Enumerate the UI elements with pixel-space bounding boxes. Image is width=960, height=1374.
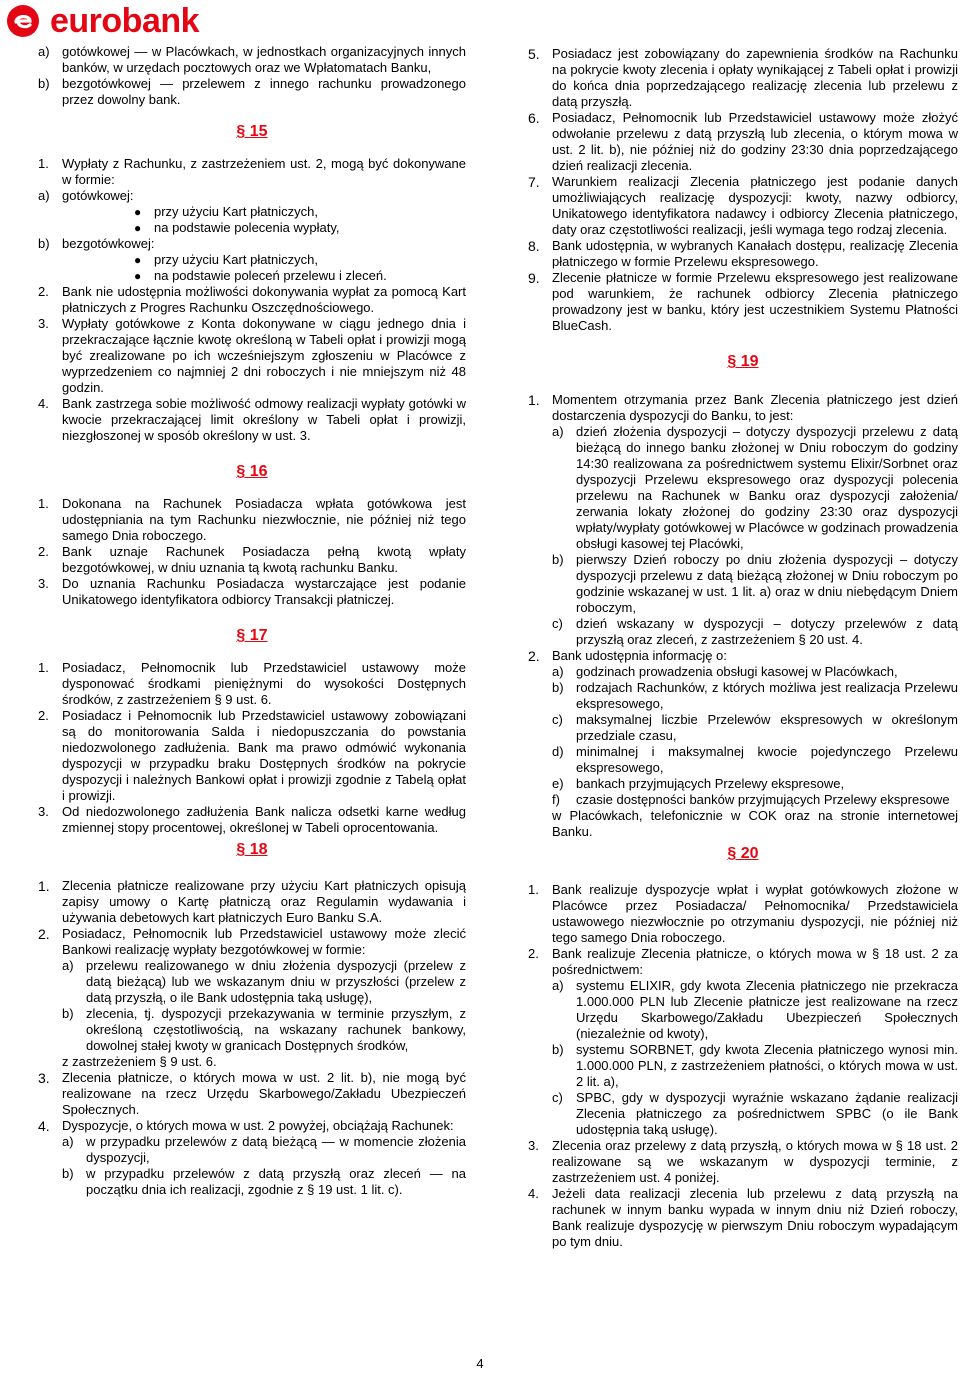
list-item: b) systemu SORBNET, gdy kwota Zlecenia płatniczego wynosi min. 1.000.000 PLN, z zastrzeżeniem płatności, o których mowa w ust. 2 lit. a), [552, 1042, 958, 1089]
bullet-item: ● na podstawie polecenia wypłaty, [134, 220, 340, 235]
list-item: c) dzień wskazany w dyspozycji – dotyczy przelewów z datą przyszłą oraz zleceń, z zastrzeżeniem § 20 ust. 4. [552, 616, 958, 647]
list-item: d) minimalnej i maksymalnej kwocie pojedynczego Przelewu ekspresowego, [552, 744, 958, 775]
section-title: § 19 [727, 353, 759, 370]
paragraph: 3. Do uznania Rachunku Posiadacza wystarczające jest podanie Unikatowego identyfikatora odbiorcy Transakcji płatniczej. [38, 576, 466, 607]
paragraph: 4. Jeżeli data realizacji zlecenia lub przelewu z datą przyszłą na rachunek w innym banku wypada w innym dniu niż Dzień roboczy, Bank realizuje dyspozycję w pierwszym Dniu roboczym wypadającym po tym dniu. [528, 1186, 958, 1249]
paragraph: 6. Posiadacz, Pełnomocnik lub Przedstawiciel ustawowy może złożyć odwołanie przelewu z datą przyszłą lub zlecenia, o którym mowa w ust. 2 lit. b), nie później niż do godziny 23:30 dnia poprzedzającego dzień realizacji zlecenia. [528, 110, 958, 173]
list-item: b) bezgotówkowej: [38, 236, 155, 251]
bullet-icon: ● [134, 269, 142, 283]
paragraph: 4. Dyspozycje, o których mowa w ust. 2 powyżej, obciążają Rachunek: [38, 1118, 454, 1134]
bullet-icon: ● [134, 205, 142, 219]
list-item: a) systemu ELIXIR, gdy kwota Zlecenia płatniczego nie przekracza 1.000.000 PLN lub Zlecenie płatnicze jest realizowane na rzecz Urzędu Skarbowego/Zakładu Ubezpieczeń Społecznych (niezależnie od kwoty), [552, 978, 958, 1041]
paragraph: 2. Bank nie udostępnia możliwości dokonywania wypłat za pomocą Kart płatniczych z Progres Rachunku Oszczędnościowego. [38, 284, 466, 315]
list-item: b) pierwszy Dzień roboczy po dniu złożenia dyspozycji – dotyczy dyspozycji przelewu z datą bieżącą złożonej w Dniu roboczym po godzinie wskazanej w ust. 1 lit. a) oraz w dniu niebędącym Dniem roboczym, [552, 552, 958, 615]
bullet-icon: ● [134, 221, 142, 235]
section-title: § 16 [236, 463, 268, 480]
list-item: a) dzień złożenia dyspozycji – dotyczy dyspozycji przelewu z datą bieżącą do innego banku złożonej w Dniu roboczym do godziny 14:30 realizowana za pośrednictwem systemu Elixir/Sorbnet oraz dyspozycji Przelewu ekspresowego oraz dyspozycji polecenia przelewu na Rachunek w Banku oraz dyspozycji założenia/ zerwania lokaty złożonej do godziny 23:30 oraz dyspozycji wpłaty/wypłaty gotówkowej w Placówce w godzinach prowadzenia obsługi kasowej tej Placówki, [552, 424, 958, 551]
list-item: b) w przypadku przelewów z datą przyszłą oraz zleceń — na początku dnia ich realizacji, zgodnie z § 19 ust. 1 lit. c). [62, 1166, 466, 1197]
paragraph: 4. Bank zastrzega sobie możliwość odmowy realizacji wypłaty gotówki w kwocie przekraczającej limit określony w Tabeli opłat i prowizji, niezgłoszonej w sposób określony w ust. 3. [38, 396, 466, 443]
bullet-item: ● przy użyciu Kart płatniczych, [134, 204, 319, 219]
bullet-item: ● na podstawie poleceń przelewu i zleceń. [134, 268, 387, 283]
section-title: § 18 [236, 841, 268, 858]
paragraph: 3. Wypłaty gotówkowe z Konta dokonywane w ciągu jednego dnia i przekraczające łącznie kwotę określoną w Tabeli opłat i prowizji mogą być zrealizowane po ich wcześniejszym zgłoszeniu w Placówce z wyprzedzeniem co najmniej 2 dni roboczych i nie mniejszym niż 48 godzin. [38, 316, 466, 395]
list-item: a) przelewu realizowanego w dniu złożenia dyspozycji (przelew z datą bieżącą) lub we wskazanym dniu w przyszłości (przelew z datą przyszłą, o ile Bank udostępnia taką usługę), [62, 958, 466, 1005]
section-title: § 20 [727, 845, 759, 862]
list-item: b) zlecenia, tj. dyspozycji przekazywania w terminie przyszłym, z określoną częstotliwością, na wskazany rachunek bankowy, dowolnej stałej kwoty w granicach Dostępnych środków, [62, 1006, 466, 1053]
paragraph: 3. Zlecenia oraz przelewy z datą przyszłą, o których mowa w § 18 ust. 2 realizowane są we wskazanym w dyspozycji terminie, z zastrzeżeniem ust. 4 poniżej. [528, 1138, 958, 1185]
bullet-icon: ● [134, 253, 142, 267]
paragraph: 1. Momentem otrzymania przez Bank Zlecenia płatniczego jest dzień dostarczenia dyspozycji do Banku, to jest: [528, 392, 958, 423]
list-item: c) maksymalnej liczbie Przelewów ekspresowych w określonym przedziale czasu, [552, 712, 958, 743]
paragraph: 7. Warunkiem realizacji Zlecenia płatniczego jest podanie danych umożliwiających realizację dyspozycji: kwoty, nazwy odbiorcy, Unikatowego identyfikatora nadawcy i odbiorcy Zlecenia płatniczego, daty oraz częstotliwości realizacji, jeśli wymaga tego rodzaj zlecenia. [528, 174, 958, 237]
paragraph: 9. Zlecenie płatnicze w formie Przelewu ekspresowego jest realizowane pod warunkiem, że rachunek odbiorcy Zlecenia płatniczego prowadzony jest w banku, który jest uczestnikiem Systemu Płatności BlueCash. [528, 270, 958, 333]
page-number: 4 [476, 1356, 484, 1371]
paragraph: 1. Dokonana na Rachunek Posiadacza wpłata gotówkowa jest udostępniania na tym Rachunku niezwłocznie, nie później niż tego samego Dnia roboczego. [38, 496, 466, 543]
paragraph: 8. Bank udostępnia, w wybranych Kanałach dostępu, realizację Zlecenia płatniczego w formie Przelewu ekspresowego. [528, 238, 958, 269]
bullet-item: ● przy użyciu Kart płatniczych, [134, 252, 319, 267]
paragraph: 2. Posiadacz i Pełnomocnik lub Przedstawiciel ustawowy zobowiązani są do monitorowania Salda i niedopuszczania do powstania niedozwolonego zadłużenia. Bank ma prawo odmówić wykonania dyspozycji w przypadku braku Dostępnych środków na pokrycie dyspozycji i należnych Bankowi opłat i prowizji zgodnie z Tabelą opłat i prowizji. [38, 708, 466, 803]
paragraph: 3. Zlecenia płatnicze, o których mowa w ust. 2 lit. b), nie mogą być realizowane na rzecz Urzędu Skarbowego/Zakładu Ubezpieczeń Społecznych. [38, 1070, 466, 1117]
section-title: § 17 [236, 627, 268, 644]
eurobank-logo-icon [6, 4, 40, 38]
list-item: e) bankach przyjmujących Przelewy ekspresowe, [552, 776, 845, 791]
paragraph: 1. Posiadacz, Pełnomocnik lub Przedstawiciel ustawowy może dysponować środkami pieniężnymi do wysokości Dostępnych środków, z zastrzeżeniem § 9 ust. 6. [38, 660, 466, 707]
left-column [38, 44, 466, 1198]
paragraph: 2. Bank realizuje Zlecenia płatnicze, o których mowa w § 18 ust. 2 za pośrednictwem: [528, 946, 958, 977]
list-item: b) bezgotówkowej — przelewem z innego rachunku prowadzonego przez dowolny bank. [38, 76, 466, 107]
logo-wordmark: eurobank [50, 2, 200, 40]
list-item: a) w przypadku przelewów z datą bieżącą — w momencie złożenia dyspozycji, [62, 1134, 466, 1165]
paragraph: w Placówkach, telefonicznie w COK oraz na stronie internetowej Banku. [552, 808, 958, 839]
section-title: § 15 [236, 123, 268, 140]
paragraph: 3. Od niedozwolonego zadłużenia Bank nalicza odsetki karne według zmiennej stopy procentowej, określonej w Tabeli oprocentowania. [38, 804, 466, 835]
paragraph: 1. Bank realizuje dyspozycje wpłat i wypłat gotówkowych złożone w Placówce przez Posiadacza/ Pełnomocnika/ Przedstawiciela ustawowego niezwłocznie po otrzymaniu dyspozycji, nie później niż tego samego Dnia roboczego. [528, 882, 958, 945]
paragraph: 5. Posiadacz jest zobowiązany do zapewnienia środków na Rachunku na pokrycie kwoty zlecenia i opłaty wynikającej z Tabeli opłat i prowizji do końca dnia poprzedzającego realizację zlecenia lub przelewu z datą przyszłą. [528, 46, 958, 109]
paragraph: 2. Bank uznaje Rachunek Posiadacza pełną kwotą wpłaty bezgotówkowej, w dniu uznania tą kwotą rachunku Banku. [38, 544, 466, 575]
paragraph: 1. Wypłaty z Rachunku, z zastrzeżeniem ust. 2, mogą być dokonywane w formie: [38, 156, 466, 187]
right-column [528, 46, 958, 1250]
eurobank-logo [0, 0, 199, 42]
list-item: c) SPBC, gdy w dyspozycji wyraźnie wskazano żądanie realizacji Zlecenia płatniczego za pośrednictwem SPBC (o ile Bank udostępnia taką usługę). [552, 1090, 958, 1137]
paragraph: 2. Posiadacz, Pełnomocnik lub Przedstawiciel ustawowy może zlecić Bankowi realizację wypłaty bezgotówkowej w formie: [38, 926, 466, 957]
list-item: a) gotówkowej: [38, 188, 134, 203]
list-item: f) czasie dostępności banków przyjmujących Przelewy ekspresowe [552, 792, 950, 807]
paragraph: 1. Zlecenia płatnicze realizowane przy użyciu Kart płatniczych opisują zapisy umowy o Kartę płatniczą oraz Regulamin wydawania i używania debetowych kart płatniczych Euro Banku S.A. [38, 878, 466, 925]
list-item: a) gotówkowej — w Placówkach, w jednostkach organizacyjnych innych banków, w urzędach pocztowych oraz we Wpłatomatach Banku, [38, 44, 466, 75]
list-item: b) rodzajach Rachunków, z których możliwa jest realizacja Przelewu ekspresowego, [552, 680, 958, 711]
list-item: a) godzinach prowadzenia obsługi kasowej w Placówkach, [552, 664, 898, 679]
paragraph: 2. Bank udostępnia informację o: [528, 648, 727, 664]
paragraph: z zastrzeżeniem § 9 ust. 6. [62, 1054, 217, 1069]
